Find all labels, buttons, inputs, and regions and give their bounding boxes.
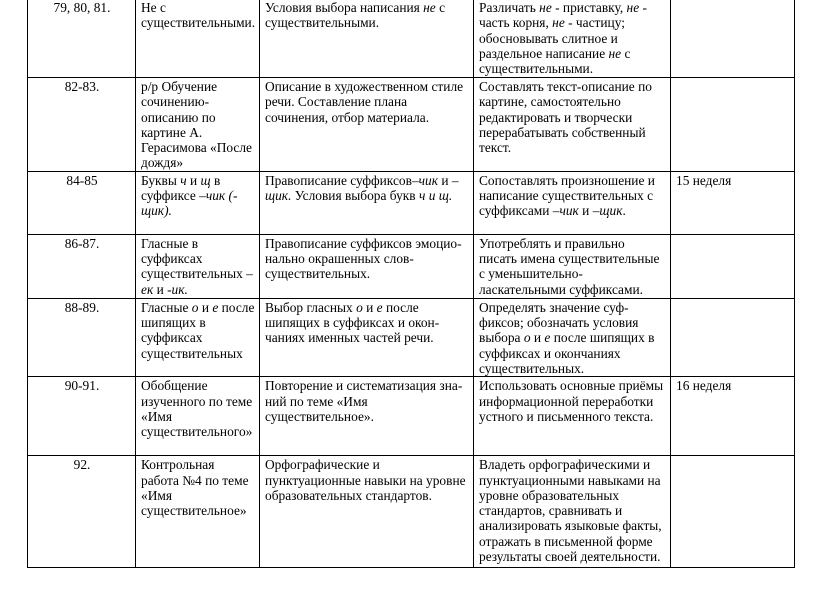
topic-cell: Гласные о и е после шипящих в суффиксах существительных <box>136 298 260 376</box>
italic-term: щ. <box>438 188 453 204</box>
italic-term: –щик. <box>265 172 459 204</box>
lesson-numbers-cell: 90-91. <box>28 377 136 456</box>
content-cell: Описание в художественном стиле речи. Составление плана сочинения, отбор материала. <box>260 78 474 172</box>
italic-term: щ <box>200 172 211 188</box>
activities-cell: Сопоставлять произношение и написание существительных с суффиксами –чик и –щик. <box>474 171 671 234</box>
italic-term: о <box>523 330 531 346</box>
table-row <box>28 171 795 234</box>
content-cell: Условия выбора написания не с существительными. <box>260 0 474 78</box>
table-row <box>28 456 795 568</box>
italic-term: не <box>608 45 622 61</box>
italic-term: не <box>539 0 552 15</box>
table-row <box>28 0 795 78</box>
week-cell <box>671 0 795 78</box>
lesson-numbers-cell: 79, 80, 81. <box>28 0 136 78</box>
lesson-numbers-cell: 88-89. <box>28 298 136 376</box>
activities-cell: Составлять текст-описание по картине, самостоятельно редактировать и творчески перерабатывать собственный текст. <box>474 78 671 172</box>
italic-term: –чик <box>411 172 438 188</box>
table-row <box>28 234 795 298</box>
italic-term: –чик <box>552 203 579 219</box>
italic-term: ек <box>141 281 154 297</box>
table-row <box>28 78 795 172</box>
table-row <box>28 298 795 376</box>
week-cell <box>671 234 795 298</box>
topic-cell: Обобщение изученного по теме «Имя существительного» <box>136 377 260 456</box>
topic-cell: Гласные в суффиксах существительных – ек и -ик. <box>136 234 260 298</box>
activities-cell: Определять значение суф-фиксов; обозначать условия выбора о и е после шипящих в суффиксах и окончаниях существительных. <box>474 298 671 376</box>
week-cell <box>671 298 795 376</box>
week-cell <box>671 78 795 172</box>
italic-term: о <box>356 299 363 315</box>
content-cell: Правописание суффиксов эмоцио-нально окрашенных слов-существительных. <box>260 234 474 298</box>
italic-term: о <box>191 299 199 315</box>
italic-term: и <box>428 188 436 204</box>
lesson-numbers-cell: 86-87. <box>28 234 136 298</box>
content-cell: Правописание суффиксов–чик и –щик. Условия выбора букв ч и щ. <box>260 171 474 234</box>
lesson-plan-table <box>27 0 795 568</box>
topic-cell: Контрольная работа №4 по теме «Имя существительное» <box>136 456 260 568</box>
italic-term: ч <box>180 172 187 188</box>
italic-term: не <box>552 15 565 31</box>
lesson-plan-body <box>28 0 795 568</box>
week-cell: 15 неделя <box>671 171 795 234</box>
topic-cell: Буквы ч и щ в суффиксе –чик (-щик). <box>136 171 260 234</box>
italic-term: не <box>626 0 640 15</box>
italic-term: -ик. <box>167 281 188 297</box>
topic-cell: р/р Обучение сочинению-описанию по картине А. Герасимова «После дождя» <box>136 78 260 172</box>
italic-term: е <box>544 330 551 346</box>
italic-term: е <box>376 299 383 315</box>
week-cell: 16 неделя <box>671 377 795 456</box>
italic-term: –чик (-щик). <box>141 188 238 219</box>
week-cell <box>671 456 795 568</box>
table-row <box>28 377 795 456</box>
content-cell: Повторение и систематизация зна-ний по теме «Имя существительное». <box>260 377 474 456</box>
italic-term: ч <box>418 188 426 204</box>
lesson-numbers-cell: 92. <box>28 456 136 568</box>
italic-term: не <box>423 0 436 15</box>
content-cell: Орфографические и пунктуационные навыки на уровне образовательных стандартов. <box>260 456 474 568</box>
lesson-numbers-cell: 84-85 <box>28 171 136 234</box>
activities-cell: Использовать основные приёмы информационной переработки устного и письменного текста. <box>474 377 671 456</box>
activities-cell: Владеть орфографическими и пунктуационными навыками на уровне образовательных стандартов, сравнивать и анализировать языковые факты, отражать в письменной форме результаты своей деятельности. <box>474 456 671 568</box>
lesson-numbers-cell: 82-83. <box>28 78 136 172</box>
activities-cell: Употреблять и правильно писать имена существительные с уменьшительно-ласкательными суффиксами. <box>474 234 671 298</box>
italic-term: е <box>212 299 219 315</box>
topic-cell: Не с существительными. <box>136 0 260 78</box>
content-cell: Выбор гласных о и е после шипящих в суффиксах и окон-чаниях именных частей речи. <box>260 298 474 376</box>
activities-cell: Различать не - приставку, не - часть корня, не - частицу; обосновывать слитное и раздельное написание не с существительными. <box>474 0 671 78</box>
italic-term: –щик <box>592 203 623 219</box>
